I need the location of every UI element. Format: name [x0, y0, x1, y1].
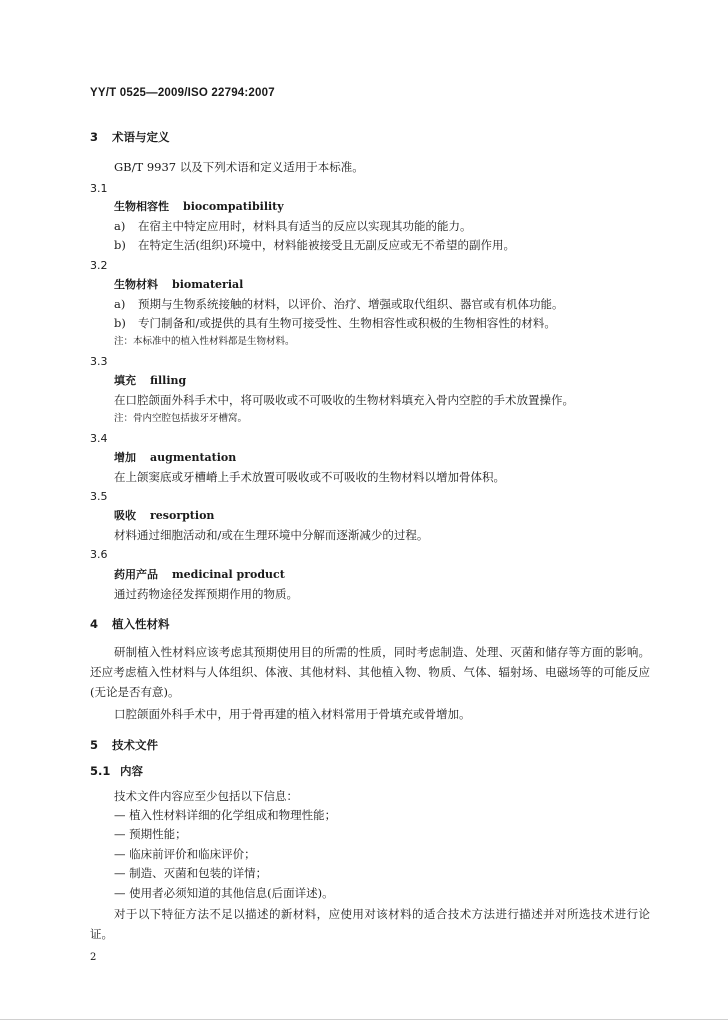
term-heading	[114, 509, 214, 524]
term-chinese: 药用产品	[114, 568, 158, 581]
section-title: 植入性材料	[112, 617, 170, 631]
list-item: — 植入性材料详细的化学组成和物理性能；	[114, 808, 337, 822]
section-number: 5	[90, 738, 99, 752]
clause-number: 3.4	[90, 432, 108, 445]
term-heading	[114, 451, 236, 466]
item-text: 预期与生物系统接触的材料，以评价、治疗、增强或取代组织、器官或有机体功能。	[138, 297, 564, 311]
term-chinese: 生物相容性	[114, 200, 169, 213]
term-english: biocompatibility	[183, 200, 284, 213]
section-number: 4	[90, 617, 99, 631]
list-intro: 技术文件内容应至少包括以下信息：	[114, 789, 298, 803]
note: 注：骨内空腔包括拔牙牙槽窝。	[114, 413, 248, 424]
term-english: medicinal product	[172, 568, 285, 581]
term-english: resorption	[150, 509, 215, 522]
standard-header: YY/T 0525—2009/ISO 22794:2007	[90, 87, 275, 99]
term-chinese: 填充	[114, 374, 136, 387]
section-title: 技术文件	[112, 738, 158, 752]
item-label: a)	[114, 219, 126, 233]
section-3-intro: GB/T 9937 以及下列术语和定义适用于本标准。	[114, 160, 364, 174]
section-4-heading	[90, 617, 170, 633]
term-chinese: 增加	[114, 451, 136, 464]
item-text: 在宿主中特定应用时，材料具有适当的反应以实现其功能的能力。	[138, 219, 472, 233]
list-item	[114, 238, 515, 254]
term-chinese: 吸收	[114, 509, 136, 522]
definition-text: 通过药物途径发挥预期作用的物质。	[114, 587, 298, 601]
list-item: — 使用者必须知道的其他信息(后面详述)。	[114, 886, 334, 900]
term-english: biomaterial	[172, 278, 244, 291]
list-item	[114, 297, 564, 313]
clause-number: 3.5	[90, 490, 108, 503]
clause-number: 3.3	[90, 355, 108, 368]
term-heading	[114, 568, 285, 583]
term-english: filling	[150, 374, 187, 387]
list-item	[114, 316, 556, 332]
term-english: augmentation	[150, 451, 237, 464]
list-item: — 制造、灭菌和包装的详情；	[114, 866, 268, 880]
section-5-heading	[90, 738, 158, 754]
list-item	[114, 219, 472, 235]
item-text: 专门制备和/或提供的具有生物可接受性、生物相容性或积极的生物相容性的材料。	[138, 316, 556, 330]
subsection-number: 5.1	[90, 764, 111, 778]
definition-text: 在上颌窦底或牙槽嵴上手术放置可吸收或不可吸收的生物材料以增加骨体积。	[114, 470, 505, 484]
subsection-title: 内容	[120, 764, 143, 778]
page-number: 2	[90, 952, 97, 963]
list-item: — 临床前评价和临床评价；	[114, 847, 256, 861]
subsection-5-1-heading	[90, 764, 143, 780]
section-number: 3	[90, 130, 99, 144]
paragraph: 口腔颌面外科手术中，用于骨再建的植入材料常用于骨填充或骨增加。	[114, 707, 471, 721]
paragraph: 研制植入性材料应该考虑其预期使用目的所需的性质，同时考虑制造、处理、灭菌和储存等方面的影响。还应考虑植入性材料与人体组织、体液、其他材料、其他植入物、物质、气体、辐射场、电磁场等的可能反应(无论是否有意)。	[90, 645, 650, 699]
paragraph: 对于以下特征方法不足以描述的新材料，应使用对该材料的适合技术方法进行描述并对所选技术进行论证。	[90, 907, 650, 941]
term-heading	[114, 374, 186, 389]
clause-number: 3.1	[90, 182, 108, 195]
item-label: b)	[114, 238, 126, 252]
term-chinese: 生物材料	[114, 278, 158, 291]
clause-number: 3.2	[90, 259, 108, 272]
list-item: — 预期性能；	[114, 827, 187, 841]
definition-text: 在口腔颌面外科手术中，将可吸收或不可吸收的生物材料填充入骨内空腔的手术放置操作。	[114, 393, 574, 407]
section-3-heading	[90, 130, 170, 146]
term-heading	[114, 200, 284, 215]
item-label: a)	[114, 297, 126, 311]
section-title: 术语与定义	[112, 130, 170, 144]
page-bottom-edge	[0, 1019, 728, 1020]
item-text: 在特定生活(组织)环境中，材料能被接受且无副反应或无不希望的副作用。	[138, 238, 515, 252]
clause-number: 3.6	[90, 548, 108, 561]
note: 注：本标准中的植入性材料都是生物材料。	[114, 336, 295, 347]
term-heading	[114, 278, 243, 293]
item-label: b)	[114, 316, 126, 330]
definition-text: 材料通过细胞活动和/或在生理环境中分解而逐渐减少的过程。	[114, 528, 429, 542]
